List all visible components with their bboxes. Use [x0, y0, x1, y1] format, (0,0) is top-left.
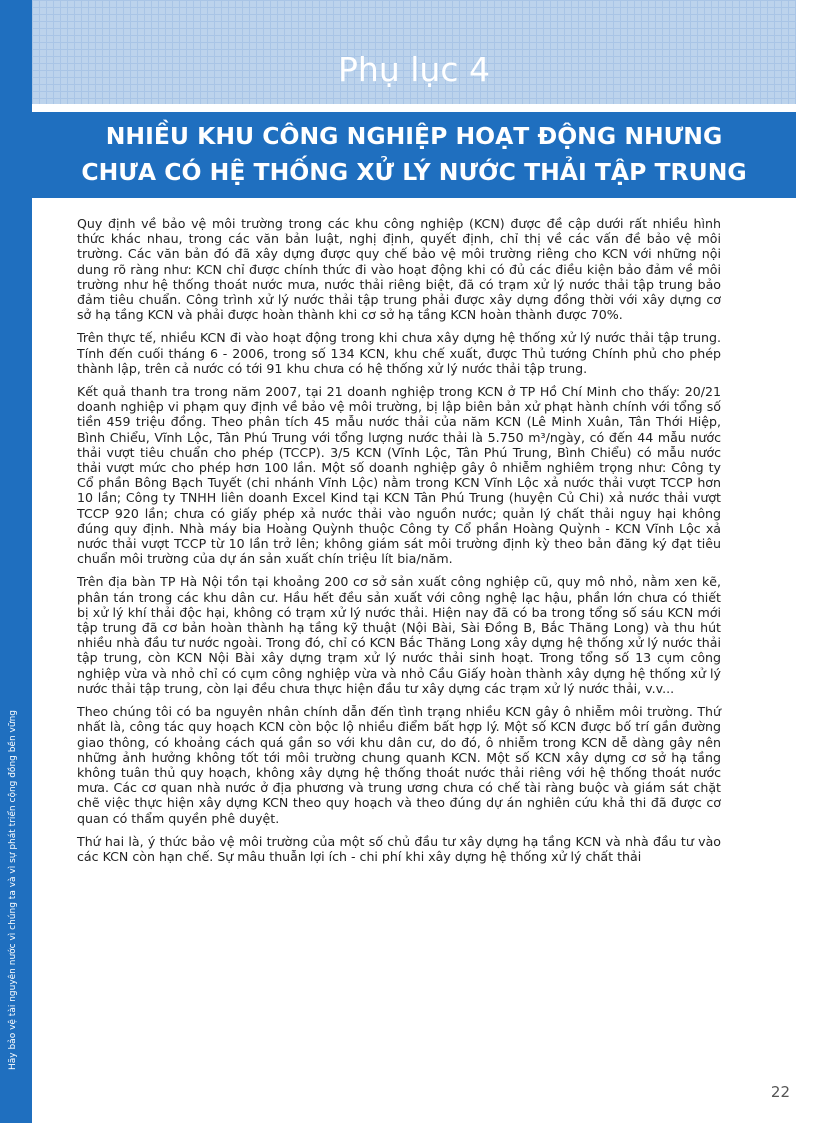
paragraph-6: Thứ hai là, ý thức bảo vệ môi trường của một số chủ đầu tư xây dựng hạ tầng KCN và nhà đầu tư vào các KCN còn hạn chế. Sự mâu thuẫn lợi ích - chi phí khi xây dựng hệ thống xử lý chất thải: [77, 833, 721, 864]
page-title: [32, 118, 796, 190]
appendix-label: Phụ lục 4: [338, 50, 490, 89]
left-sidebar-strip: [0, 0, 32, 1123]
paragraph-1: Quy định về bảo vệ môi trường trong các khu công nghiệp (KCN) được đề cập dưới rất nhiều hình thức khác nhau, trong các văn bản luật, nghị định, quyết định, chỉ thị về các vấn đề bảo vệ môi trường. Các văn bản đó đã xây dựng được quy chế bảo vệ môi trường riêng cho KCN với những nội dung rõ ràng như: KCN chỉ được chính thức đi vào hoạt động khi có đủ các điều kiện bảo đảm về môi trường như hệ thống thoát nước mưa, nước thải riêng biệt, đã có trạm xử lý nước thải tập trung bảo đảm tiêu chuẩn. Công trình xử lý nước thải tập trung phải được xây dựng đồng thời với xây dựng cơ sở hạ tầng KCN và phải được hoàn thành khi cơ sở hạ tầng KCN hoàn thành được 70%.: [77, 216, 721, 323]
paragraph-2: Trên thực tế, nhiều KCN đi vào hoạt động trong khi chưa xây dựng hệ thống xử lý nước thải tập trung. Tính đến cuối tháng 6 - 2006, trong số 134 KCN, khu chế xuất, được Thủ tướng Chính phủ cho phép thành lập, trên cả nước có tới 91 khu chưa có hệ thống xử lý nước thải tập trung.: [77, 330, 721, 376]
sidebar-slogan: Hãy bảo vệ tài nguyên nước vì chúng ta và vì sự phát triển cộng đồng bền vững: [8, 710, 18, 1070]
title-line-1: NHIỀU KHU CÔNG NGHIỆP HOẠT ĐỘNG NHƯNG: [105, 122, 723, 150]
paragraph-4: Trên địa bàn TP Hà Nội tồn tại khoảng 200 cơ sở sản xuất công nghiệp cũ, quy mô nhỏ, nằm xen kẽ, phân tán trong các khu dân cư. Hầu hết đều sản xuất với công nghệ lạc hậu, phần lớn chưa có thiết bị xử lý khí thải độc hại, không có trạm xử lý nước thải. Hiện nay đã có ba trong tổng số sáu KCN mới tập trung đã cơ bản hoàn thành hạ tầng kỹ thuật (Nội Bài, Sài Đồng B, Bắc Thăng Long) và thu hút nhiều nhà đầu tư nước ngoài. Trong đó, chỉ có KCN Bắc Thăng Long xây dựng hệ thống xử lý nước thải tập trung, còn KCN Nội Bài xây dựng trạm xử lý nước thải sinh hoạt. Trong tổng số 13 cụm công nghiệp vừa và nhỏ chỉ có cụm công nghiệp vừa và nhỏ Cầu Giấy hoàn thành xây dựng hệ thống xử lý nước thải tập trung, còn lại đều chưa thực hiện đầu tư xây dựng các trạm xử lý nước thải, v.v...: [77, 574, 721, 696]
article-body: [77, 216, 721, 872]
header-separator: [32, 104, 796, 112]
title-line-2: CHƯA CÓ HỆ THỐNG XỬ LÝ NƯỚC THẢI TẬP TRUNG: [81, 158, 747, 186]
paragraph-5: Theo chúng tôi có ba nguyên nhân chính dẫn đến tình trạng nhiều KCN gây ô nhiễm môi trường. Thứ nhất là, công tác quy hoạch KCN còn bộc lộ nhiều điểm bất hợp lý. Một số KCN được bố trí gần đường giao thông, có khoảng cách quá gần so với khu dân cư, do đó, ô nhiễm trong KCN dễ dàng gây nên những ảnh hưởng không tốt tới môi trường chung quanh KCN. Một số KCN xây dựng cơ sở hạ tầng không tuân thủ quy hoạch, không xây dựng hệ thống thoát nước thải riêng với hệ thống thoát nước mưa. Các cơ quan nhà nước ở địa phương và trung ương chưa có chế tài ràng buộc và giám sát chặt chẽ việc thực hiện xây dựng KCN theo quy hoạch và theo đúng dự án nghiên cứu khả thi đã được cơ quan có thẩm quyền phê duyệt.: [77, 704, 721, 826]
paragraph-3: Kết quả thanh tra trong năm 2007, tại 21 doanh nghiệp trong KCN ở TP Hồ Chí Minh cho thấy: 20/21 doanh nghiệp vi phạm quy định về bảo vệ môi trường, bị lập biên bản xử phạt hành chính với tổng số tiền 459 triệu đồng. Theo phân tích 45 mẫu nước thải của năm KCN (Lê Minh Xuân, Tân Thới Hiệp, Bình Chiểu, Vĩnh Lộc, Tân Phú Trung với tổng lượng nước thải là 5.750 m³/ngày, có đến 44 mẫu nước thải vượt tiêu chuẩn cho phép (TCCP). 3/5 KCN (Vĩnh Lộc, Tân Phú Trung, Bình Chiểu) có mẫu nước thải vượt mức cho phép hơn 100 lần. Một số doanh nghiệp gây ô nhiễm nghiêm trọng như: Công ty Cổ phần Bông Bạch Tuyết (chi nhánh Vĩnh Lộc) nằm trong KCN Vĩnh Lộc xả nước thải vượt TCCP hơn 10 lần; Công ty TNHH liên doanh Excel Kind tại KCN Tân Phú Trung (huyện Củ Chi) xả nước thải vượt TCCP 920 lần; chưa có giấy phép xả nước thải vào nguồn nước; quản lý chất thải nguy hại không đúng quy định. Nhà máy bia Hoàng Quỳnh thuộc Công ty Cổ phần Hoàng Quỳnh - KCN Vĩnh Lộc xả nước thải vượt TCCP từ 10 lần trở lên; không giám sát môi trường định kỳ theo bản đăng ký đạt tiêu chuẩn môi trường của dự án sản xuất chín triệu lít bia/năm.: [77, 384, 721, 567]
page-number: 22: [770, 1083, 790, 1101]
